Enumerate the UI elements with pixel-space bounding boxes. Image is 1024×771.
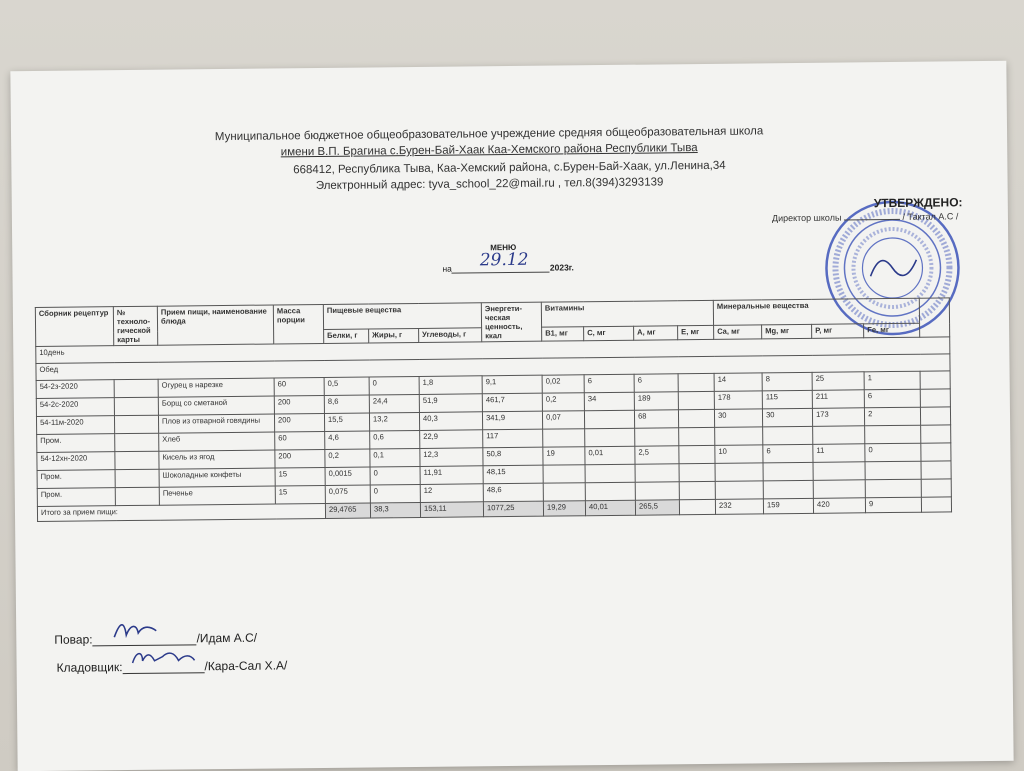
table-cell: 15 [275, 485, 325, 504]
school-name-line1: Муниципальное бюджетное общеобразовательное учреждение средняя общеобразовательная школа [214, 125, 764, 144]
table-cell [865, 479, 921, 498]
table-cell: 10 [715, 445, 763, 464]
table-cell-extra [920, 407, 950, 425]
total-cell: 19,29 [543, 501, 585, 516]
table-cell: 6 [634, 374, 678, 392]
table-cell [715, 427, 763, 446]
table-cell: 115 [762, 390, 812, 409]
approval-director [772, 211, 959, 223]
table-cell [585, 464, 635, 483]
table-cell: Хлеб [159, 432, 275, 451]
table-cell: Плов из отварной говядины [158, 414, 274, 433]
table-cell [543, 465, 585, 483]
total-cell: 9 [865, 497, 921, 513]
col-extra [919, 298, 949, 337]
table-cell: 30 [714, 409, 762, 428]
table-cell: 178 [714, 391, 762, 410]
table-cell: 461,7 [482, 393, 542, 412]
total-cell: 38,3 [370, 502, 420, 518]
table-cell: 54-12хн-2020 [37, 452, 115, 471]
table-cell: 40,3 [419, 412, 482, 431]
school-address: 668412, Республика Тыва, Каа-Хемский района, с.Бурен-Бай-Хаак, ул.Ленина,34 [293, 159, 726, 177]
table-cell: 0,5 [324, 377, 369, 395]
table-cell-extra [921, 443, 951, 461]
table-cell: 0,1 [370, 448, 420, 467]
director-name: / Тактал А.С / [902, 211, 959, 222]
storekeeper-signature [57, 658, 288, 674]
school-name-line2: имени В.П. Брагина с.Бурен-Бай-Хаак Каа-Хемского района Республики Тыва [280, 142, 698, 159]
table-cell: 200 [274, 395, 324, 414]
table-cell: 0,2 [542, 393, 584, 411]
table-cell: Печенье [159, 486, 275, 505]
col-b1: B1, мг [542, 327, 584, 341]
col-collection: Сборник рецептур [35, 307, 113, 347]
table-cell: 11,91 [420, 466, 483, 485]
table-cell [115, 487, 159, 505]
table-cell: Огурец в нарезке [158, 378, 274, 397]
table-cell [543, 429, 585, 447]
table-cell: 54-2з-2020 [36, 380, 114, 399]
school-contacts: Электронный адрес: tyva_school_22@mail.ru , тел.8(394)3293139 [315, 176, 664, 193]
table-cell: 200 [274, 413, 324, 432]
director-label: Директор школы [771, 212, 842, 224]
table-cell [813, 426, 865, 445]
col-proteins: Белки, г [324, 329, 369, 343]
handwritten-date: 29.12 [479, 249, 529, 271]
table-cell [114, 397, 158, 415]
table-cell: 48,15 [483, 465, 543, 484]
table-cell [679, 445, 715, 463]
table-cell: 51,9 [419, 394, 482, 413]
table-cell: 60 [275, 431, 325, 450]
col-meal: Прием пищи, наименование блюда [157, 305, 273, 345]
table-cell: 60 [274, 377, 324, 396]
menu-date-prefix: на [442, 263, 452, 274]
total-cell: 420 [813, 498, 865, 514]
col-e: E, мг [678, 325, 714, 339]
table-cell-extra [921, 425, 951, 443]
table-cell: 0,075 [325, 485, 370, 503]
table-cell [679, 481, 715, 499]
table-cell: 0 [369, 376, 419, 395]
table-cell-extra [921, 461, 951, 479]
menu-title: МЕНЮ [490, 242, 517, 253]
table-cell: 19 [543, 447, 585, 465]
meal-type-label: Обед [36, 354, 950, 381]
table-cell: 341,9 [482, 411, 542, 430]
table-cell: 1,8 [419, 376, 482, 395]
table-cell [715, 463, 763, 482]
table-cell: 12,3 [420, 448, 483, 467]
table-cell: 68 [634, 410, 678, 428]
total-cell: 265,5 [635, 500, 679, 515]
table-cell [678, 409, 714, 427]
table-cell: 0 [865, 443, 921, 462]
table-cell [763, 426, 813, 445]
table-cell [865, 461, 921, 480]
table-cell [865, 425, 921, 444]
col-fe: Fe, мг [864, 323, 920, 338]
table-cell: 6 [763, 444, 813, 463]
table-cell: 15 [275, 467, 325, 486]
storekeeper-label: Кладовщик: [56, 660, 123, 675]
table-cell: 4,6 [325, 431, 370, 449]
table-cell: 0 [370, 466, 420, 485]
table-cell: 22,9 [420, 430, 483, 449]
menu-rows [36, 371, 951, 507]
table-cell [678, 391, 714, 409]
table-cell: Борщ со сметаной [158, 396, 274, 415]
table-cell [635, 482, 679, 500]
cook-name: /Идам А.С/ [196, 630, 258, 646]
table-cell [585, 482, 635, 501]
col-vitamins: Витамины [541, 300, 713, 327]
menu-table [35, 297, 952, 522]
approval-title: УТВЕРЖДЕНО: [873, 195, 963, 211]
table-cell: 6 [864, 389, 920, 408]
table-cell: 11 [813, 444, 865, 463]
col-fats: Жиры, г [369, 328, 419, 343]
cook-handwritten-signature [110, 619, 160, 644]
menu-date [442, 249, 574, 274]
table-cell: 6 [584, 374, 634, 393]
table-cell: 12 [420, 484, 483, 503]
table-cell: 50,8 [483, 447, 543, 466]
table-cell: Кисель из ягод [159, 450, 275, 469]
table-cell: 8,6 [324, 395, 369, 413]
total-cell: 40,01 [585, 500, 635, 516]
table-cell [585, 428, 635, 447]
table-cell: 15,5 [324, 413, 369, 431]
table-cell: Пром. [37, 488, 115, 507]
table-cell [813, 462, 865, 481]
col-a: A, мг [634, 326, 678, 340]
table-cell: 189 [634, 392, 678, 410]
table-cell [114, 415, 158, 433]
total-cell: 1077,25 [483, 501, 543, 517]
total-cell: 159 [763, 498, 813, 514]
table-cell [114, 379, 158, 397]
table-cell: 2 [864, 407, 920, 426]
table-cell [115, 433, 159, 451]
table-cell [763, 462, 813, 481]
table-cell: 30 [762, 408, 812, 427]
col-minerals: Минеральные вещества [713, 298, 919, 325]
table-cell: 54-2с-2020 [36, 398, 114, 417]
total-label: Итого за прием пищи: [37, 503, 325, 521]
table-cell: 0 [370, 484, 420, 503]
table-cell: 117 [483, 429, 543, 448]
cook-signature [54, 631, 257, 647]
table-cell [679, 427, 715, 445]
table-cell [679, 463, 715, 481]
table-cell: Пром. [37, 434, 115, 453]
col-ca: Ca, мг [714, 325, 762, 340]
table-cell [678, 373, 714, 391]
cook-label: Повар: [54, 632, 93, 647]
day-label: 10день [36, 337, 950, 364]
table-cell: 48,6 [483, 483, 543, 502]
table-cell: 25 [812, 372, 864, 391]
table-cell: 54-11м-2020 [36, 416, 114, 435]
menu-document [10, 61, 1013, 771]
table-cell [115, 469, 159, 487]
menu-year: 2023г. [549, 262, 574, 273]
table-cell [715, 481, 763, 500]
col-nutrients: Пищевые вещества [323, 303, 481, 330]
storekeeper-handwritten-signature [128, 646, 198, 671]
table-cell: 2,5 [635, 446, 679, 464]
table-cell: 200 [275, 449, 325, 468]
table-cell: 9,1 [482, 375, 542, 394]
table-cell: 8 [762, 372, 812, 391]
table-cell: 34 [584, 392, 634, 411]
storekeeper-name: /Кара-Сал Х.А/ [204, 658, 288, 674]
col-carbs: Углеводы, г [419, 328, 482, 343]
table-cell [543, 483, 585, 501]
table-cell [813, 480, 865, 499]
table-cell: 0,6 [370, 430, 420, 449]
table-cell: 0,01 [585, 446, 635, 465]
total-cell: 232 [715, 499, 763, 515]
total-cell: 29,4765 [325, 503, 370, 518]
table-cell: 1 [864, 371, 920, 390]
total-cell [679, 499, 715, 514]
table-cell [763, 480, 813, 499]
table-cell: Шоколадные конфеты [159, 468, 275, 487]
table-cell: 14 [714, 373, 762, 392]
table-cell: 211 [812, 390, 864, 409]
table-cell: 0,07 [542, 411, 584, 429]
col-energy: Энергети-ческая ценность, ккал [481, 302, 541, 342]
table-cell: 24,4 [369, 394, 419, 413]
table-cell-extra [920, 371, 950, 389]
table-cell [115, 451, 159, 469]
table-cell: 0,2 [325, 449, 370, 467]
table-cell [584, 410, 634, 429]
table-cell [635, 428, 679, 446]
col-p: P, мг [812, 324, 864, 339]
table-cell: 0,0015 [325, 467, 370, 485]
table-cell: Пром. [37, 470, 115, 489]
table-cell-extra [920, 389, 950, 407]
col-tech-card: № техноло-гической карты [113, 306, 157, 345]
total-extra-cell [921, 497, 951, 512]
col-mass: Масса порции [273, 304, 323, 344]
col-mg: Mg, мг [762, 324, 812, 339]
table-cell [635, 464, 679, 482]
table-cell-extra [921, 479, 951, 497]
col-c: C, мг [584, 326, 634, 341]
total-cell: 153,11 [420, 502, 483, 518]
table-cell: 173 [812, 408, 864, 427]
table-cell: 13,2 [369, 412, 419, 431]
table-cell: 0,02 [542, 375, 584, 393]
